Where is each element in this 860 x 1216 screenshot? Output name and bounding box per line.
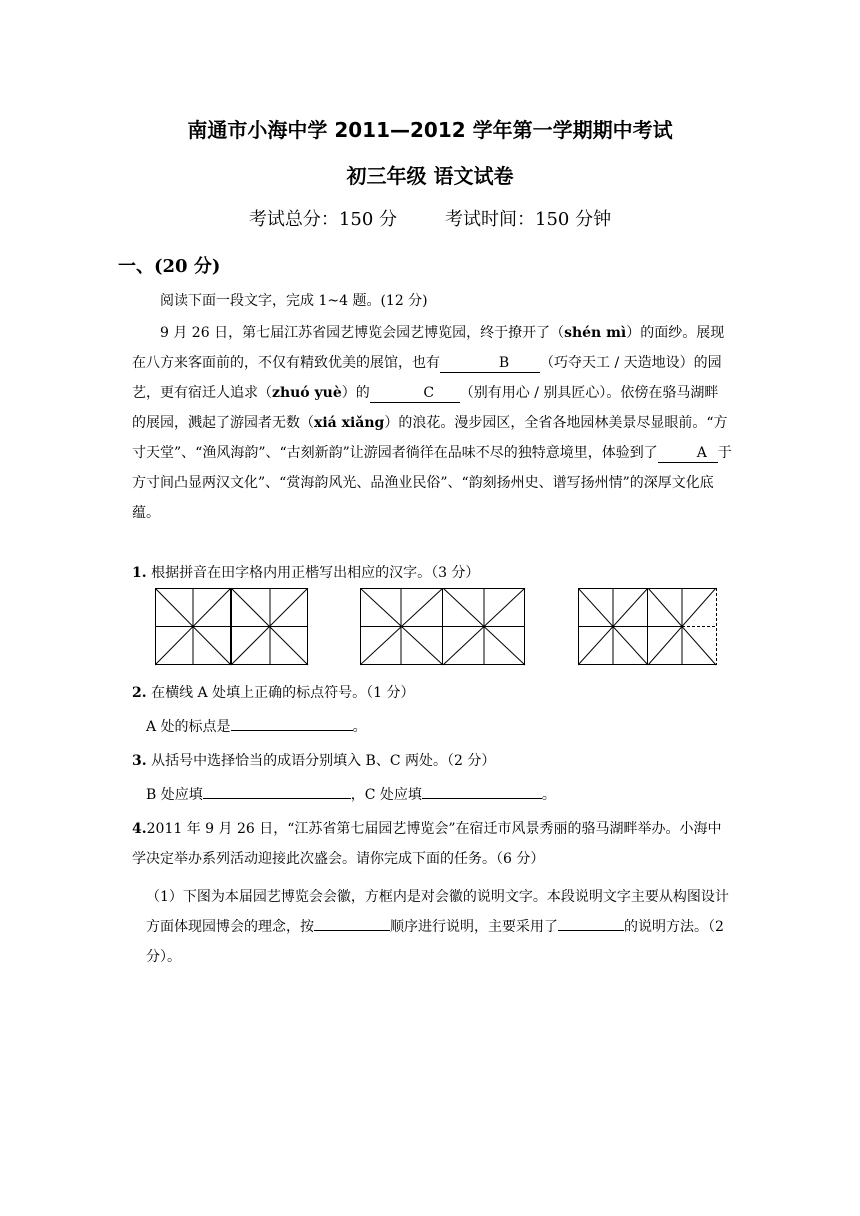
tianzige-grid-3[interactable] <box>578 588 720 666</box>
exam-title: 南通市小海中学 2011—2012 学年第一学期期中考试 <box>187 118 673 142</box>
answer-blank-method[interactable] <box>558 930 624 931</box>
tianzige-grid-2[interactable] <box>360 588 526 666</box>
question-2: 2. 在横线 A 处填上正确的标点符号。（1 分） <box>132 685 415 701</box>
answer-blank-order[interactable] <box>314 930 390 931</box>
question-4-sub1: （1）下图为本届园艺博览会会徽，方框内是对会徽的说明文字。本段说明文字主要从构图设计方面体现园博会的理念，按 顺序进行说明，主要采用了 的说明方法。（2 分）。 <box>146 889 729 965</box>
question-4: 4.2011 年 9 月 26 日，“江苏省第七届园艺博览会”在宿迁市风景秀丽的骆马湖畔举办。小海中学决定举办系列活动迎接此次盛会。请你完成下面的任务。（6 分） <box>132 821 722 867</box>
pinyin-zhuoyue: zhuó yuè <box>272 385 342 401</box>
question-3: 3. 从括号中选择恰当的成语分别填入 B、C 两处。（2 分） <box>132 753 496 769</box>
exam-time: 考试时间：150 分钟 <box>445 209 612 230</box>
exam-info <box>0 205 860 231</box>
pinyin-xiaxiang: xiá xiǎng <box>314 415 385 431</box>
tianzige-grid-1[interactable] <box>155 588 309 666</box>
pinyin-shenmi: shén mì <box>564 325 627 341</box>
exam-subtitle: 初三年级 语文试卷 <box>346 164 514 188</box>
answer-blank-a[interactable] <box>231 730 353 731</box>
passage-text: 9 月 26 日，第七届江苏省园艺博览会园艺博览园，终于撩开了（shén mì）的面纱。展现在八方来客面前的，不仅有精致优美的展馆，也有 B （巧夺天工 / 天造地设）的园艺，更有宿迁人追求（zhuó yuè）的 C （别有用心 / 别具匠心）。依傍在骆马湖畔的展园，溅起了游园者无数（xiá xiǎng）的浪花。漫步园区，全省各地园林美景尽显眼前。“方寸天堂”、“渔风海韵”、“古刻新韵”让游园者徜徉在品味不尽的独特意境里，体验到了 A 于方寸间凸显两汉文化”、“赏海韵风光、品渔业民俗”、“韵刻扬州史、谱写扬州情”的深厚文化底蕴。 <box>132 325 732 521</box>
score-total: 考试总分：150 分 <box>248 209 397 230</box>
question-3-answer: B 处应填 ，C 处应填 。 <box>146 787 556 803</box>
question-2-answer: A 处的标点是 。 <box>146 719 367 735</box>
blank-a[interactable]: A <box>658 444 718 463</box>
blank-b[interactable]: B <box>440 354 540 373</box>
passage-intro: 阅读下面一段文字，完成 1~4 题。(12 分) <box>160 293 428 309</box>
answer-blank-c[interactable] <box>422 798 542 799</box>
section-heading: 一、(20 分) <box>118 256 221 277</box>
answer-blank-b[interactable] <box>203 798 351 799</box>
blank-c[interactable]: C <box>370 384 460 403</box>
question-1: 1. 根据拼音在田字格内用正楷写出相应的汉字。（3 分） <box>132 565 480 581</box>
